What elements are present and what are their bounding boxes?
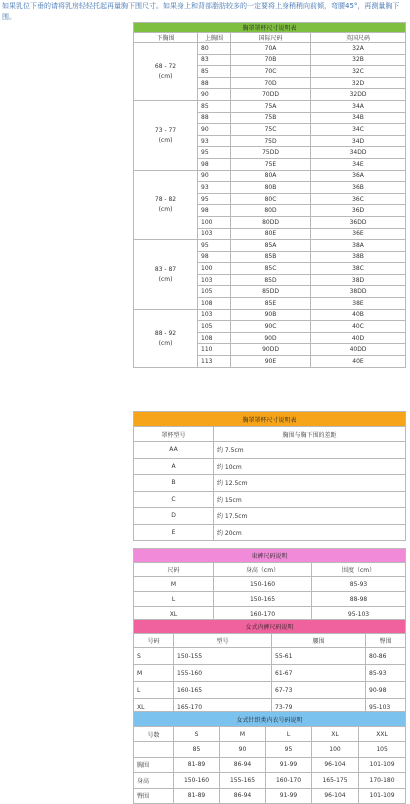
cup-type-value: D <box>134 508 214 525</box>
intl-size-value: 85B <box>231 251 311 263</box>
uk-size-value: 40DD <box>311 344 406 356</box>
bust-value: 100 <box>198 216 231 228</box>
height-value: 150-165 <box>214 592 312 607</box>
table-row <box>134 592 406 607</box>
col-knit-xxl: XXL <box>359 727 406 742</box>
uk-size-value: 32B <box>311 54 406 66</box>
col-number: 号码 <box>134 634 174 648</box>
underbust-range-cell <box>134 240 198 310</box>
difference-value: 约 7.5cm <box>214 442 406 459</box>
intl-size-value: 90C <box>231 321 311 333</box>
underbust-range-cell <box>134 43 198 101</box>
bust-value: 105 <box>198 321 231 333</box>
difference-value: 约 15cm <box>214 491 406 508</box>
intl-size-value: 80A <box>231 170 311 182</box>
underbust-range: 83 - 87 <box>154 265 177 273</box>
underbust-range: 78 - 82 <box>154 196 177 204</box>
bust-value: 90 <box>198 89 231 101</box>
bust-value: 103 <box>198 274 231 286</box>
intl-size-value: 80D <box>231 205 311 217</box>
col-hip: 臀围 <box>366 634 406 648</box>
knit-m-value: 155-165 <box>220 773 266 789</box>
intl-size-value: 75E <box>231 158 311 170</box>
bust-value: 93 <box>198 182 231 194</box>
height-value: 150-160 <box>214 577 312 592</box>
size-value: L <box>134 592 214 607</box>
knit-s-value: 81-89 <box>174 788 220 804</box>
bust-value: 98 <box>198 158 231 170</box>
underbust-range: 88 - 92 <box>154 329 177 337</box>
difference-value: 约 20cm <box>214 524 406 541</box>
uk-size-value: 38D <box>311 274 406 286</box>
knit-table-title: 女式针织类内衣号码说明 <box>134 712 406 727</box>
knit-xxl-value: 101-109 <box>359 757 406 773</box>
intl-size-value: 80B <box>231 182 311 194</box>
intl-size-value: 75D <box>231 135 311 147</box>
cup-type-value: E <box>134 524 214 541</box>
intl-size-value: 90B <box>231 309 311 321</box>
size-value: XL <box>134 607 214 622</box>
underbust-range-cell <box>134 100 198 170</box>
underbust-range: 68 - 72 <box>154 62 177 70</box>
col-uk-size: 英国尺码 <box>311 33 406 43</box>
uk-size-value: 32DD <box>311 89 406 101</box>
bust-value: 95 <box>198 240 231 252</box>
table-row <box>134 577 406 592</box>
uk-size-value: 40E <box>311 356 406 368</box>
bust-value: 110 <box>198 344 231 356</box>
bust-value: 83 <box>198 54 231 66</box>
waist-value: 55-61 <box>272 648 366 665</box>
intl-size-value: 70D <box>231 77 311 89</box>
number-value: S <box>134 648 174 665</box>
intl-size-value: 70B <box>231 54 311 66</box>
bust-value: 98 <box>198 251 231 263</box>
hip-value: 90-98 <box>366 682 406 699</box>
waist-value: 73-79 <box>272 699 366 716</box>
cup-type-value: AA <box>134 442 214 459</box>
intl-size-value: 80E <box>231 228 311 240</box>
intl-size-value: 80DD <box>231 216 311 228</box>
underbust-unit: (cm) <box>158 275 173 283</box>
col-cup-type: 罩杯型号 <box>134 427 214 442</box>
col-size: 尺码 <box>134 563 214 577</box>
bust-value: 85 <box>198 100 231 112</box>
uk-size-value: 34E <box>311 158 406 170</box>
cup-table-title: 胸罩罩杯尺寸说明表 <box>134 412 406 427</box>
bust-value: 95 <box>198 147 231 159</box>
bust-value: 90 <box>198 170 231 182</box>
col-girth: 围度（cm） <box>312 563 406 577</box>
uk-size-value: 40D <box>311 332 406 344</box>
table-row <box>134 665 406 682</box>
col-knit-number: 号数 <box>134 727 174 742</box>
underbust-unit: (cm) <box>158 136 173 144</box>
intro-text: 如果乳位下垂的请将乳房轻轻托起再量胸下围尺寸。如果身上和背部脂肪较多的一定要将上身稍稍向前倾，弯腰45°，再测量胸下围。 <box>2 2 400 21</box>
table-row <box>134 788 406 804</box>
table-row <box>134 43 406 55</box>
waist-size-table <box>133 548 406 623</box>
difference-value: 约 12.5cm <box>214 475 406 492</box>
intl-size-value: 85D <box>231 274 311 286</box>
knit-xxl-value: 101-109 <box>359 788 406 804</box>
uk-size-value: 40B <box>311 309 406 321</box>
uk-size-value: 36D <box>311 205 406 217</box>
cup-size-table <box>133 411 406 541</box>
uk-size-value: 32D <box>311 77 406 89</box>
girth-value: 85-93 <box>312 577 406 592</box>
underbust-unit: (cm) <box>158 339 173 347</box>
knit-l-value: 91-99 <box>266 757 312 773</box>
table-row <box>134 648 406 665</box>
intl-size-value: 70C <box>231 66 311 78</box>
col-model: 型号 <box>174 634 272 648</box>
bust-value: 108 <box>198 298 231 310</box>
waist-value: 67-73 <box>272 682 366 699</box>
girth-value: 95-103 <box>312 607 406 622</box>
uk-size-value: 36E <box>311 228 406 240</box>
knit-l-value: 160-170 <box>266 773 312 789</box>
table-row <box>134 458 406 475</box>
hip-value: 85-93 <box>366 665 406 682</box>
table-row <box>134 524 406 541</box>
table-row <box>134 773 406 789</box>
hip-value: 95-103 <box>366 699 406 716</box>
intl-size-value: 90DD <box>231 344 311 356</box>
intl-size-value: 80C <box>231 193 311 205</box>
bust-value: 88 <box>198 112 231 124</box>
uk-size-value: 34B <box>311 112 406 124</box>
col-knit-xl: XL <box>312 727 359 742</box>
intl-size-value: 70DD <box>231 89 311 101</box>
height-value: 160-170 <box>214 607 312 622</box>
model-value: 165-170 <box>174 699 272 716</box>
girth-value: 88-98 <box>312 592 406 607</box>
waist-value: 61-67 <box>272 665 366 682</box>
col-difference: 胸围与胸下围的差距 <box>214 427 406 442</box>
bust-value: 103 <box>198 309 231 321</box>
knit-size-table <box>133 711 406 804</box>
knit-m-value: 86-94 <box>220 757 266 773</box>
knit-xxl-value: 170-180 <box>359 773 406 789</box>
uk-size-value: 38C <box>311 263 406 275</box>
col-knit-s: S <box>174 727 220 742</box>
knit-s-value: 81-89 <box>174 757 220 773</box>
uk-size-value: 38A <box>311 240 406 252</box>
intl-size-value: 75C <box>231 124 311 136</box>
knit-s-value: 150-160 <box>174 773 220 789</box>
table-row <box>134 240 406 252</box>
table-row <box>134 170 406 182</box>
knit-xxl-value: 105 <box>359 742 406 758</box>
intl-size-value: 75DD <box>231 147 311 159</box>
col-knit-m: M <box>220 727 266 742</box>
cup-type-value: C <box>134 491 214 508</box>
bust-value: 85 <box>198 66 231 78</box>
intl-size-value: 85E <box>231 298 311 310</box>
bust-value: 95 <box>198 193 231 205</box>
model-value: 160-165 <box>174 682 272 699</box>
bust-value: 80 <box>198 43 231 55</box>
number-value: XL <box>134 699 174 716</box>
intl-size-value: 90E <box>231 356 311 368</box>
knit-m-value: 90 <box>220 742 266 758</box>
uk-size-value: 36DD <box>311 216 406 228</box>
bust-value: 93 <box>198 135 231 147</box>
knit-xl-value: 165-175 <box>312 773 359 789</box>
uk-size-value: 36A <box>311 170 406 182</box>
model-value: 150-155 <box>174 648 272 665</box>
col-waist: 腰围 <box>272 634 366 648</box>
uk-size-value: 34D <box>311 135 406 147</box>
bust-value: 103 <box>198 228 231 240</box>
uk-size-value: 36C <box>311 193 406 205</box>
underbust-range: 73 - 77 <box>154 126 177 134</box>
table-row <box>134 475 406 492</box>
uk-size-value: 32A <box>311 43 406 55</box>
knit-label <box>134 742 174 758</box>
col-height: 身高（cm） <box>214 563 312 577</box>
table-row <box>134 682 406 699</box>
bust-value: 113 <box>198 356 231 368</box>
number-value: M <box>134 665 174 682</box>
uk-size-value: 36B <box>311 182 406 194</box>
bra-size-table <box>133 22 406 368</box>
panty-size-table <box>133 619 406 716</box>
number-value: L <box>134 682 174 699</box>
bust-value: 108 <box>198 332 231 344</box>
bust-value: 100 <box>198 263 231 275</box>
table-row <box>134 742 406 758</box>
intl-size-value: 70A <box>231 43 311 55</box>
uk-size-value: 34A <box>311 100 406 112</box>
table-row <box>134 309 406 321</box>
table-row <box>134 100 406 112</box>
intl-size-value: 90D <box>231 332 311 344</box>
knit-xl-value: 96-104 <box>312 788 359 804</box>
intl-size-value: 85DD <box>231 286 311 298</box>
uk-size-value: 38E <box>311 298 406 310</box>
hip-value: 80-86 <box>366 648 406 665</box>
cup-type-value: B <box>134 475 214 492</box>
knit-xl-value: 96-104 <box>312 757 359 773</box>
table-row <box>134 508 406 525</box>
uk-size-value: 38DD <box>311 286 406 298</box>
table-row <box>134 757 406 773</box>
panty-table-title: 女式内裤尺码说明 <box>134 620 406 634</box>
col-underbust: 下胸围 <box>134 33 198 43</box>
knit-l-value: 95 <box>266 742 312 758</box>
col-knit-l: L <box>266 727 312 742</box>
bra-table-title: 胸罩罩杯尺寸说明表 <box>134 23 406 33</box>
intl-size-value: 85A <box>231 240 311 252</box>
bust-value: 88 <box>198 77 231 89</box>
knit-xl-value: 100 <box>312 742 359 758</box>
difference-value: 约 10cm <box>214 458 406 475</box>
col-intl-size: 国际尺码 <box>231 33 311 43</box>
bust-value: 105 <box>198 286 231 298</box>
intl-size-value: 75B <box>231 112 311 124</box>
difference-value: 约 17.5cm <box>214 508 406 525</box>
uk-size-value: 38B <box>311 251 406 263</box>
underbust-range-cell <box>134 309 198 367</box>
knit-label: 胸围 <box>134 757 174 773</box>
bust-value: 90 <box>198 124 231 136</box>
knit-label: 身高 <box>134 773 174 789</box>
uk-size-value: 40C <box>311 321 406 333</box>
cup-type-value: A <box>134 458 214 475</box>
underbust-unit: (cm) <box>158 72 173 80</box>
intl-size-value: 75A <box>231 100 311 112</box>
uk-size-value: 32C <box>311 66 406 78</box>
uk-size-value: 34C <box>311 124 406 136</box>
size-value: M <box>134 577 214 592</box>
table-row <box>134 442 406 459</box>
knit-s-value: 85 <box>174 742 220 758</box>
table-row <box>134 491 406 508</box>
col-bust: 上胸围 <box>198 33 231 43</box>
knit-l-value: 91-99 <box>266 788 312 804</box>
bust-value: 98 <box>198 205 231 217</box>
knit-m-value: 86-94 <box>220 788 266 804</box>
underbust-range-cell <box>134 170 198 240</box>
waist-table-title: 束裤尺码说明 <box>134 549 406 563</box>
knit-label: 臀围 <box>134 788 174 804</box>
model-value: 155-160 <box>174 665 272 682</box>
underbust-unit: (cm) <box>158 206 173 214</box>
uk-size-value: 34DD <box>311 147 406 159</box>
intl-size-value: 85C <box>231 263 311 275</box>
